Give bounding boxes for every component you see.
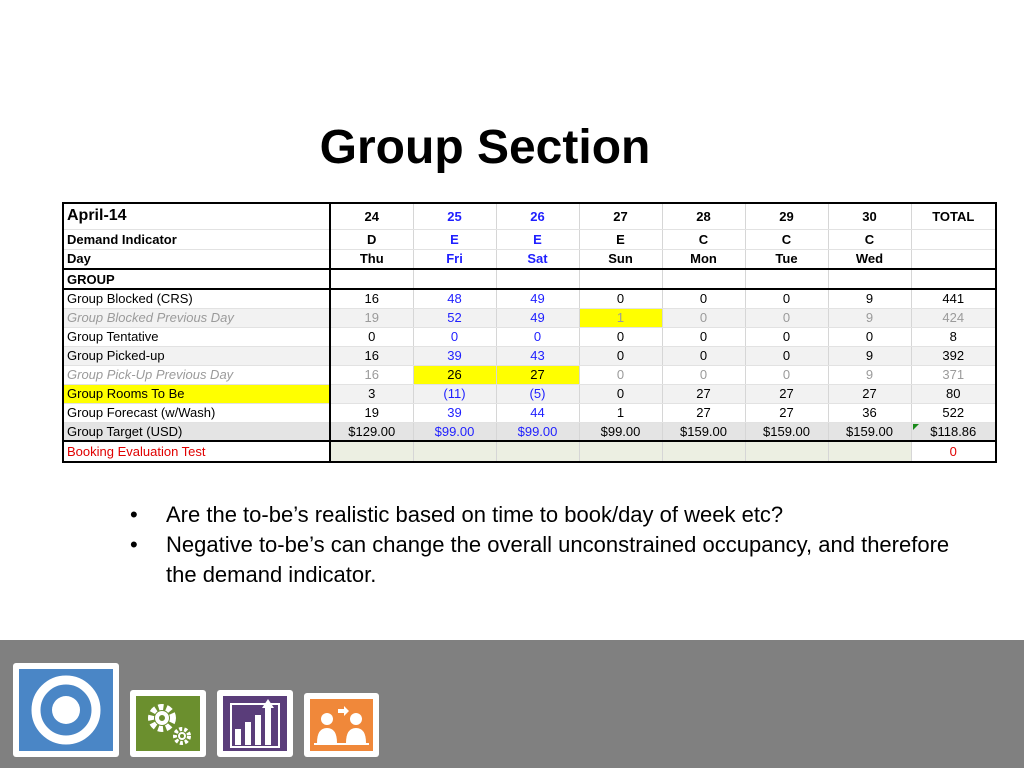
row-label: Group Picked-up <box>63 346 330 365</box>
gears-icon <box>136 696 200 751</box>
table-cell <box>330 441 413 462</box>
row-total: $118.86 <box>930 423 977 439</box>
row-total: 424 <box>911 308 996 327</box>
day-cell: Wed <box>828 249 911 269</box>
month-label: April-14 <box>63 203 330 229</box>
table-cell: 0 <box>579 327 662 346</box>
header-row-dates <box>63 203 996 229</box>
table-row <box>63 289 996 308</box>
demand-cell: E <box>413 229 496 249</box>
table-cell: $159.00 <box>828 422 911 441</box>
table-row <box>63 346 996 365</box>
table-cell: 39 <box>413 346 496 365</box>
table-cell <box>662 441 745 462</box>
table-cell: 0 <box>662 346 745 365</box>
table-cell: $99.00 <box>579 422 662 441</box>
bullet-text: Are the to-be’s realistic based on time to book/day of week etc? <box>166 502 784 527</box>
table-cell-highlighted: 26 <box>413 365 496 384</box>
table-cell: 0 <box>413 327 496 346</box>
table-row <box>63 422 996 441</box>
table-cell: 0 <box>579 365 662 384</box>
total-header: TOTAL <box>911 203 996 229</box>
table-cell: 0 <box>579 289 662 308</box>
empty-cell <box>579 269 662 289</box>
empty-cell <box>330 269 413 289</box>
table-cell: 9 <box>828 346 911 365</box>
row-total: 80 <box>911 384 996 403</box>
table-cell: 0 <box>745 365 828 384</box>
row-label: Group Tentative <box>63 327 330 346</box>
bullet-glyph: • <box>130 502 138 527</box>
table-cell: 9 <box>828 365 911 384</box>
bar-chart-growth-icon <box>223 696 287 751</box>
empty-cell <box>745 269 828 289</box>
bar-chart-tile[interactable] <box>217 690 293 757</box>
table-cell: 48 <box>413 289 496 308</box>
table-row <box>63 365 996 384</box>
table-cell: 44 <box>496 403 579 422</box>
table-cell: 0 <box>662 308 745 327</box>
row-label: Group Pick-Up Previous Day <box>63 365 330 384</box>
date-cell: 24 <box>330 203 413 229</box>
table-cell: 19 <box>330 403 413 422</box>
table-row <box>63 384 996 403</box>
people-exchange-icon <box>310 699 373 751</box>
bullet-item <box>130 530 950 590</box>
bullet-list <box>130 500 950 590</box>
table-cell: 0 <box>662 289 745 308</box>
row-label: Group Target (USD) <box>63 422 330 441</box>
group-section-table <box>62 202 997 463</box>
bullet-item <box>130 500 950 530</box>
day-cell: Tue <box>745 249 828 269</box>
row-label: Booking Evaluation Test <box>63 441 330 462</box>
demand-cell: E <box>496 229 579 249</box>
table-cell <box>496 441 579 462</box>
table-cell: (11) <box>413 384 496 403</box>
table-cell-highlighted: 27 <box>496 365 579 384</box>
table-cell: 43 <box>496 346 579 365</box>
table-row <box>63 441 996 462</box>
table-cell: 49 <box>496 308 579 327</box>
table-cell: $99.00 <box>413 422 496 441</box>
table-cell: 0 <box>662 365 745 384</box>
row-label: Group Forecast (w/Wash) <box>63 403 330 422</box>
day-total <box>911 249 996 269</box>
table-cell-highlighted: 1 <box>579 308 662 327</box>
day-cell: Thu <box>330 249 413 269</box>
table-cell: $99.00 <box>496 422 579 441</box>
table-cell: 49 <box>496 289 579 308</box>
empty-cell <box>413 269 496 289</box>
day-row <box>63 249 996 269</box>
demand-indicator-label: Demand Indicator <box>63 229 330 249</box>
row-label-highlighted: Group Rooms To Be <box>63 384 330 403</box>
slide-title: Group Section <box>319 121 651 174</box>
table-cell: 36 <box>828 403 911 422</box>
table-cell: 0 <box>496 327 579 346</box>
demand-cell: C <box>745 229 828 249</box>
row-total: 392 <box>911 346 996 365</box>
row-total-cell <box>911 422 996 441</box>
empty-cell <box>911 269 996 289</box>
row-label: Group Blocked (CRS) <box>63 289 330 308</box>
table-cell: (5) <box>496 384 579 403</box>
empty-cell <box>496 269 579 289</box>
demand-cell: D <box>330 229 413 249</box>
table-row <box>63 327 996 346</box>
demand-cell: E <box>579 229 662 249</box>
table-cell: 27 <box>828 384 911 403</box>
row-total: 522 <box>911 403 996 422</box>
table-cell <box>579 441 662 462</box>
table-cell: 0 <box>662 327 745 346</box>
day-cell: Fri <box>413 249 496 269</box>
table-cell: 0 <box>330 327 413 346</box>
day-cell: Sun <box>579 249 662 269</box>
row-label: Group Blocked Previous Day <box>63 308 330 327</box>
empty-cell <box>828 269 911 289</box>
table-cell: $159.00 <box>662 422 745 441</box>
demand-total <box>911 229 996 249</box>
section-label: GROUP <box>63 269 330 289</box>
day-label: Day <box>63 249 330 269</box>
table-cell: 0 <box>579 384 662 403</box>
table-cell: 1 <box>579 403 662 422</box>
table-cell: 0 <box>579 346 662 365</box>
footer-bar <box>0 640 1024 768</box>
table-cell: 0 <box>745 308 828 327</box>
circle-target-tile[interactable] <box>13 663 119 757</box>
table-cell: 27 <box>662 403 745 422</box>
table-cell: 0 <box>745 327 828 346</box>
table-cell: 9 <box>828 308 911 327</box>
table-cell: 39 <box>413 403 496 422</box>
day-cell: Sat <box>496 249 579 269</box>
gears-tile[interactable] <box>130 690 206 757</box>
table-cell: 0 <box>745 346 828 365</box>
bullet-glyph: • <box>130 532 138 557</box>
comment-indicator-icon <box>913 424 919 430</box>
row-total: 441 <box>911 289 996 308</box>
table-cell: 0 <box>745 289 828 308</box>
bullet-text: Negative to-be’s can change the overall unconstrained occupancy, and therefore the demand indicator. <box>166 532 950 587</box>
date-cell: 28 <box>662 203 745 229</box>
date-cell: 29 <box>745 203 828 229</box>
row-total: 8 <box>911 327 996 346</box>
date-cell: 30 <box>828 203 911 229</box>
table-cell <box>828 441 911 462</box>
table-cell: $129.00 <box>330 422 413 441</box>
date-cell: 25 <box>413 203 496 229</box>
demand-cell: C <box>662 229 745 249</box>
empty-cell <box>662 269 745 289</box>
table-cell: 19 <box>330 308 413 327</box>
table-row <box>63 403 996 422</box>
row-total: 0 <box>911 441 996 462</box>
table-cell: 27 <box>745 403 828 422</box>
table-cell <box>745 441 828 462</box>
table-cell: 27 <box>745 384 828 403</box>
date-cell: 26 <box>496 203 579 229</box>
demand-indicator-row <box>63 229 996 249</box>
row-total: 371 <box>911 365 996 384</box>
table-cell: 3 <box>330 384 413 403</box>
group-section-header <box>63 269 996 289</box>
table-row <box>63 308 996 327</box>
demand-cell: C <box>828 229 911 249</box>
table-cell: 0 <box>828 327 911 346</box>
table-cell: 16 <box>330 289 413 308</box>
table-cell: $159.00 <box>745 422 828 441</box>
date-cell: 27 <box>579 203 662 229</box>
table-cell: 16 <box>330 346 413 365</box>
people-exchange-tile[interactable] <box>304 693 379 757</box>
table-cell: 16 <box>330 365 413 384</box>
circle-target-icon <box>19 669 113 751</box>
table-cell: 27 <box>662 384 745 403</box>
day-cell: Mon <box>662 249 745 269</box>
table-cell: 9 <box>828 289 911 308</box>
table-cell <box>413 441 496 462</box>
table-cell: 52 <box>413 308 496 327</box>
